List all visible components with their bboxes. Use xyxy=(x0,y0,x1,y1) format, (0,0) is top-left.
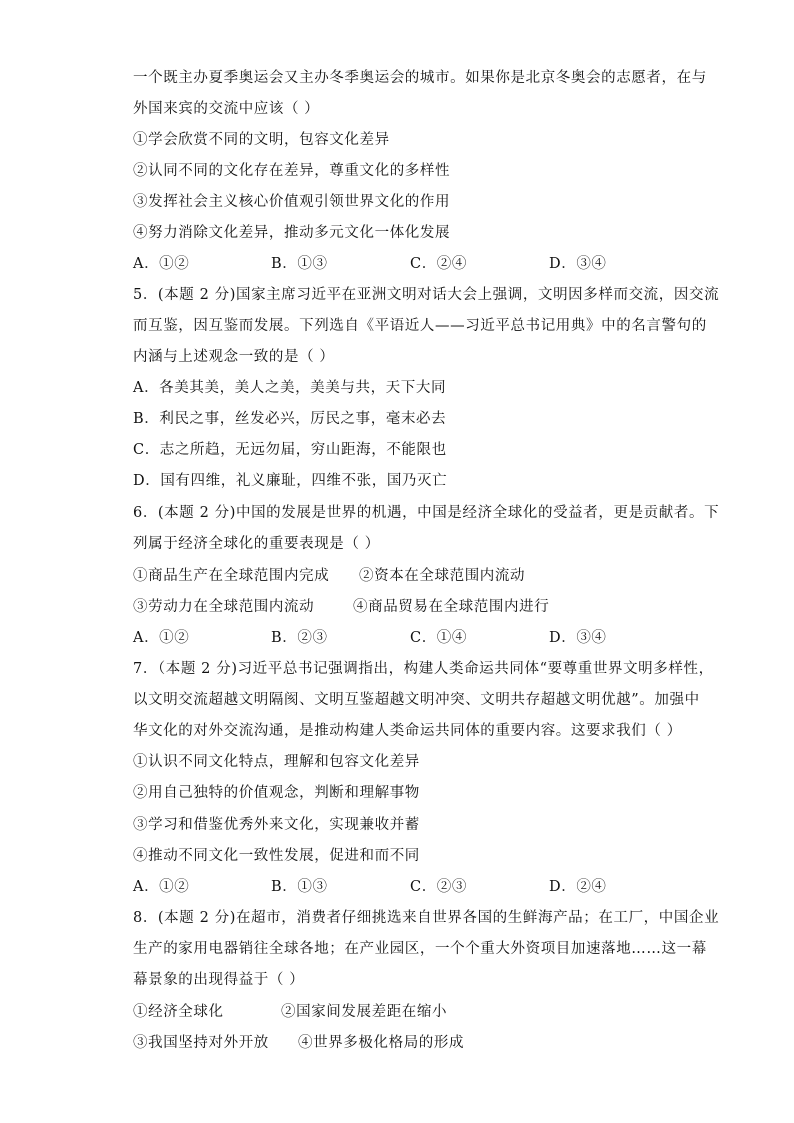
question-7-stem: 以文明交流超越文明隔阂、文明互鉴超越文明冲突、文明共存超越文明优越”。加强中 xyxy=(133,692,700,708)
answer-option-a: A．①② xyxy=(133,256,190,272)
statement-item: ④世界多极化格局的形成 xyxy=(298,1035,465,1051)
answer-option-c: C．②③ xyxy=(410,879,467,895)
statement-item: ④商品贸易在全球范围内进行 xyxy=(353,599,550,615)
statement-item: ②资本在全球范围内流动 xyxy=(359,568,526,584)
answer-option-a: A．①② xyxy=(133,879,190,895)
statement-item: ③学习和借鉴优秀外来文化，实现兼收并蓄 xyxy=(133,817,420,833)
answer-option-c: C．②④ xyxy=(410,256,467,272)
statement-item: ④推动不同文化一致性发展，促进和而不同 xyxy=(133,848,420,864)
statement-item: ②国家间发展差距在缩小 xyxy=(281,1004,448,1020)
question-6-stem: 6．(本题 2 分)中国的发展是世界的机遇，中国是经济全球化的受益者，更是贡献者。下 xyxy=(133,505,720,521)
answer-option-b: B．②③ xyxy=(271,630,328,646)
answer-option-d: D．③④ xyxy=(549,256,607,272)
question-8-stem: 8．(本题 2 分)在超市，消费者仔细挑选来自世界各国的生鲜海产品；在工厂，中国企业 xyxy=(133,910,720,926)
statement-item: ③劳动力在全球范围内流动 xyxy=(133,599,315,615)
question-stem: 外国来宾的交流中应该（ ） xyxy=(133,101,320,117)
answer-option-d: D．国有四维，礼义廉耻，四维不张，国乃灭亡 xyxy=(133,473,448,489)
question-5-stem: 内涵与上述观念一致的是（ ） xyxy=(133,349,335,365)
statement-item: ①商品生产在全球范围内完成 xyxy=(133,568,330,584)
answer-option-a: A．①② xyxy=(133,630,190,646)
statement-item: ①学会欣赏不同的文明，包容文化差异 xyxy=(133,132,390,148)
question-7-stem: 华文化的对外交流沟通，是推动构建人类命运共同体的重要内容。这要求我们（ ） xyxy=(133,723,682,739)
statement-item: ②用自己独特的价值观念，判断和理解事物 xyxy=(133,785,420,801)
statement-item: ①认识不同文化特点，理解和包容文化差异 xyxy=(133,754,420,770)
text-line: 一个既主办夏季奥运会又主办冬季奥运会的城市。如果你是北京冬奥会的志愿者，在与 xyxy=(133,70,707,86)
question-8-stem: 幕景象的出现得益于（ ） xyxy=(133,972,305,988)
answer-option-a: A．各美其美，美人之美，美美与共，天下大同 xyxy=(133,380,447,396)
statement-item: ③我国坚持对外开放 xyxy=(133,1035,269,1051)
question-6-stem: 列属于经济全球化的重要表现是（ ） xyxy=(133,536,380,552)
answer-option-d: D．②④ xyxy=(549,879,607,895)
answer-option-c: C．①④ xyxy=(410,630,467,646)
answer-option-d: D．③④ xyxy=(549,630,607,646)
question-8-stem: 生产的家用电器销往全球各地；在产业园区，一个个重大外资项目加速落地……这一幕 xyxy=(133,941,707,957)
answer-option-b: B．利民之事，丝发必兴，厉民之事，毫末必去 xyxy=(133,411,447,427)
question-7-stem: 7．（本题 2 分)习近平总书记强调指出，构建人类命运共同体“要尊重世界文明多样性， xyxy=(133,661,714,677)
statement-item: ①经济全球化 xyxy=(133,1004,224,1020)
statement-item: ④努力消除文化差异，推动多元文化一体化发展 xyxy=(133,225,451,241)
question-5-stem: 而互鉴，因互鉴而发展。下列选自《平语近人——习近平总书记用典》中的名言警句的 xyxy=(133,318,707,334)
answer-option-b: B．①③ xyxy=(271,256,328,272)
statement-item: ③发挥社会主义核心价值观引领世界文化的作用 xyxy=(133,194,451,210)
answer-option-b: B．①③ xyxy=(271,879,328,895)
question-5-stem: 5．(本题 2 分)国家主席习近平在亚洲文明对话大会上强调，文明因多样而交流，因交流 xyxy=(133,287,720,303)
statement-item: ②认同不同的文化存在差异，尊重文化的多样性 xyxy=(133,163,451,179)
answer-option-c: C．志之所趋，无远勿届，穷山距海，不能限也 xyxy=(133,442,447,458)
